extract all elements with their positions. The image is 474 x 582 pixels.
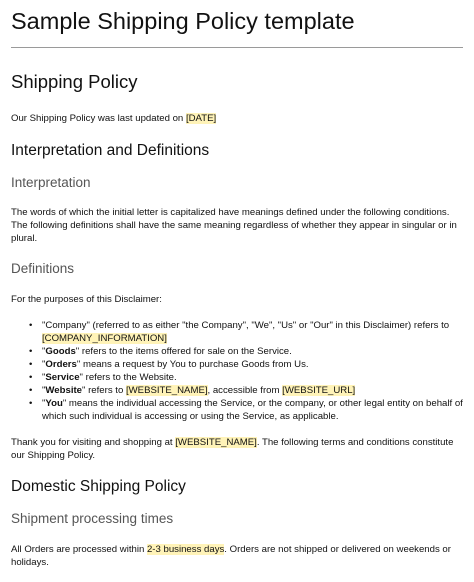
interpretation-line-1: The words of which the initial letter is capitalized have meanings defined under the following conditions. [11, 207, 450, 218]
last-updated-text: Our Shipping Policy was last updated on [11, 113, 186, 124]
website-url-placeholder: [WEBSITE_URL] [282, 385, 356, 396]
website-accessible-text: , accessible from [207, 385, 283, 396]
document-title: Sample Shipping Policy template [11, 8, 355, 34]
def-company-line-1: "Company" (referred to as either "the Company", "We", "Us" or "Our" in this Disclaimer) refers to [42, 320, 450, 331]
def-website: "Website" refers to [WEBSITE_NAME], accessible from [WEBSITE_URL] [42, 385, 356, 396]
you-definition: " means the individual accessing the Service, or the company, or other legal entity on behalf of [62, 398, 463, 409]
goods-term: Goods [45, 346, 76, 357]
title-divider [11, 47, 463, 48]
you-term: You [45, 398, 63, 409]
heading-domestic-shipping: Domestic Shipping Policy [11, 478, 186, 495]
business-days-highlight: 2-3 business days [146, 544, 225, 555]
bullet-marker: • [29, 346, 33, 357]
heading-definitions: Definitions [11, 261, 75, 276]
bullet-marker: • [29, 359, 33, 370]
def-company-line-2 [42, 332, 167, 345]
bullet-marker: • [29, 372, 33, 383]
bullet-marker: • [29, 385, 33, 396]
orders-definition: " means a request by You to purchase Goods from Us. [76, 359, 309, 370]
date-placeholder: [DATE] [185, 113, 217, 124]
thanks-text-rest: . The following terms and conditions constitute [256, 437, 454, 448]
processing-text: All Orders are processed within [11, 544, 147, 555]
thanks-text: Thank you for visiting and shopping at [11, 437, 176, 448]
bullet-marker: • [29, 320, 33, 331]
def-service: "Service" refers to the Website. [42, 372, 177, 383]
thanks-website-placeholder: [WEBSITE_NAME] [175, 437, 257, 448]
website-definition: " refers to [82, 385, 126, 396]
thanks-line-1 [11, 436, 453, 449]
interpretation-line-2: The following definitions shall have the same meaning regardless of whether they appear in singular or in [11, 220, 457, 231]
website-name-placeholder: [WEBSITE_NAME] [125, 385, 208, 396]
bullet-marker: • [29, 398, 33, 409]
orders-term: Orders [45, 359, 77, 370]
processing-text-rest: . Orders are not shipped or delivered on weekends or [224, 544, 451, 555]
service-definition: " refers to the Website. [79, 372, 177, 383]
heading-processing-times: Shipment processing times [11, 511, 174, 526]
heading-interpretation: Interpretation [11, 175, 91, 190]
company-info-placeholder: [COMPANY_INFORMATION] [42, 333, 167, 344]
service-term: Service [45, 372, 80, 383]
heading-interpretation-definitions: Interpretation and Definitions [11, 142, 210, 159]
definitions-intro: For the purposes of this Disclaimer: [11, 294, 162, 305]
interpretation-line-3: plural. [11, 233, 38, 244]
last-updated-line [11, 112, 216, 125]
goods-definition: " refers to the items offered for sale on the Service. [75, 346, 292, 357]
def-orders: "Orders" means a request by You to purchase Goods from Us. [42, 359, 309, 370]
def-you-line-1: "You" means the individual accessing the Service, or the company, or other legal entity on behalf of [42, 398, 463, 409]
def-goods: "Goods" refers to the items offered for sale on the Service. [42, 346, 292, 357]
def-you-line-2: which such individual is accessing or using the Service, as applicable. [42, 411, 339, 422]
processing-line-1 [11, 543, 451, 556]
heading-shipping-policy: Shipping Policy [11, 71, 138, 92]
processing-line-2: holidays. [11, 557, 49, 568]
thanks-line-2: our Shipping Policy. [11, 450, 96, 461]
website-term: Website [45, 385, 83, 396]
